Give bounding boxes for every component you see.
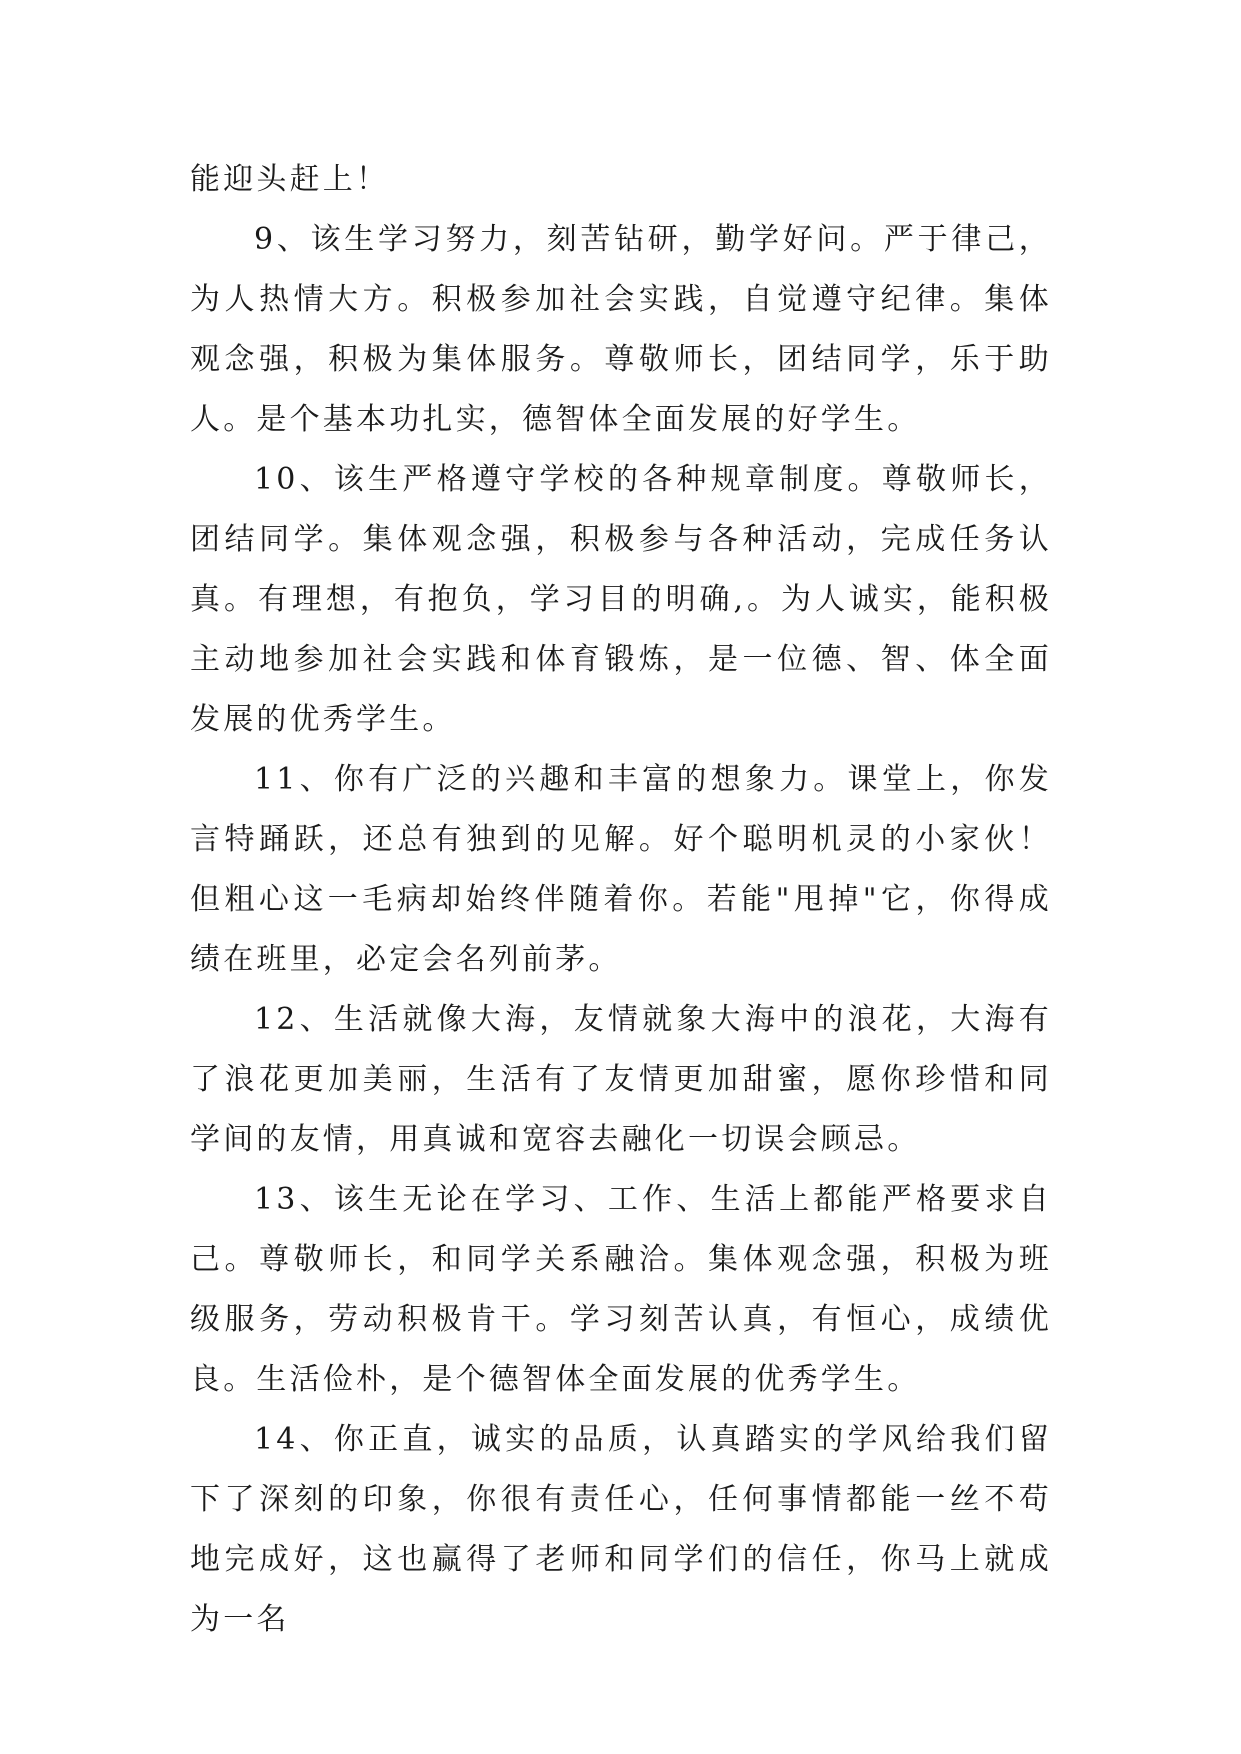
paragraph-continuation: 能迎头赶上！ xyxy=(190,162,390,197)
paragraph-10: 10、该生严格遵守学校的各种规章制度。尊敬师长，团结同学。集体观念强，积极参与各种活动，完成任务认真。有理想，有抱负，学习目的明确,。为人诚实，能积极主动地参加社会实践和体育锻炼，是一位德、智、体全面发展的优秀学生。 xyxy=(190,462,1052,737)
paragraph-13: 13、该生无论在学习、工作、生活上都能严格要求自己。尊敬师长，和同学关系融洽。集体观念强，积极为班级服务，劳动积极肯干。学习刻苦认真，有恒心，成绩优良。生活俭朴，是个德智体全面发展的优秀学生。 xyxy=(190,1182,1052,1397)
paragraph-14: 14、你正直，诚实的品质，认真踏实的学风给我们留下了深刻的印象，你很有责任心，任何事情都能一丝不苟地完成好，这也赢得了老师和同学们的信任，你马上就成为一名 xyxy=(190,1422,1052,1637)
paragraph-9: 9、该生学习努力，刻苦钻研，勤学好问。严于律己，为人热情大方。积极参加社会实践，自觉遵守纪律。集体观念强，积极为集体服务。尊敬师长，团结同学，乐于助人。是个基本功扎实，德智体全面发展的好学生。 xyxy=(190,222,1052,437)
paragraph-11: 11、你有广泛的兴趣和丰富的想象力。课堂上，你发言特踊跃，还总有独到的见解。好个聪明机灵的小家伙！但粗心这一毛病却始终伴随着你。若能"甩掉"它，你得成绩在班里，必定会名列前茅。 xyxy=(190,762,1052,977)
document-body xyxy=(190,150,1052,1650)
paragraph-12: 12、生活就像大海，友情就象大海中的浪花，大海有了浪花更加美丽，生活有了友情更加甜蜜，愿你珍惜和同学间的友情，用真诚和宽容去融化一切误会顾忌。 xyxy=(190,1002,1052,1157)
